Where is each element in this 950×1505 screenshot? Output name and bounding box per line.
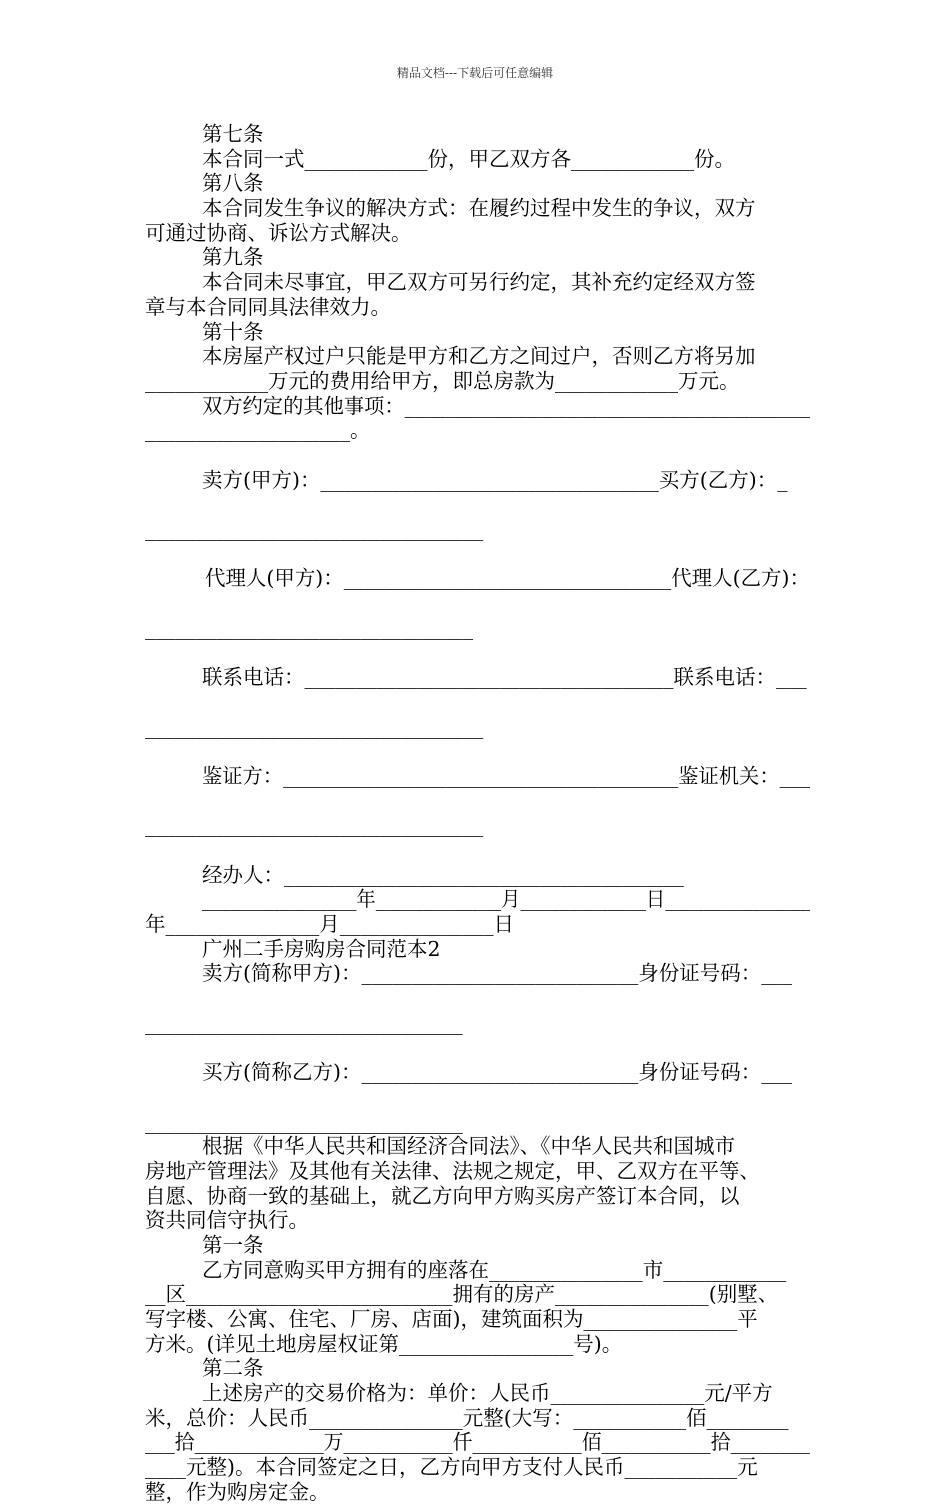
article-2-text-cont-2: ___拾_____________万___________仟___________佰___________拾________ [145, 1430, 810, 1455]
agent-signature: 代理人(甲方)：________________________________代理人(乙方)： [205, 566, 810, 591]
article-2-text: 上述房产的交易价格为：单价：人民币_______________元/平方 [202, 1381, 773, 1406]
article-10-text-cont: ____________万元的费用给甲方，即总房款为____________万元。 [145, 368, 740, 393]
preamble-cont-2: 自愿、协商一致的基础上，就乙方向甲方购买房产签订本合同，以 [145, 1183, 740, 1208]
buyer-id-cont: _______________________________ [145, 1109, 463, 1134]
agent-signature-cont: ________________________________ [145, 615, 473, 640]
seller-id: 卖方(简称甲方)：___________________________身份证号码：___ [202, 961, 792, 986]
article-10-text: 本房屋产权过户只能是甲方和乙方之间过户，否则乙方将另加 [202, 344, 756, 369]
article-8-text: 本合同发生争议的解决方式：在履约过程中发生的争议，双方 [202, 196, 756, 221]
article-1-heading: 第一条 [202, 1232, 264, 1257]
notary: 鉴证方：_______________________________________鉴证机关：___ [202, 763, 810, 788]
date-line: ________________年_____________月_____________日_______________ [202, 887, 810, 912]
article-9-text-cont: 章与本合同同具法律效力。 [145, 294, 391, 319]
article-1-text: 乙方同意购买甲方拥有的座落在_______________市____________ [202, 1257, 787, 1282]
article-9-text: 本合同未尽事宜，甲乙双方可另行约定，其补充约定经双方签 [202, 270, 756, 295]
date-line-cont: 年_______________月_______________日 [145, 912, 514, 936]
article-2-text-cont-1: 米，总价：人民币_______________元整(大写：___________佰________ [145, 1405, 789, 1430]
notary-cont: _________________________________ [145, 813, 484, 838]
seller-buyer-signature-cont: _________________________________ [145, 517, 484, 541]
seller-buyer-signature: 卖方(甲方)：_________________________________买方(乙方)：_ [202, 467, 788, 492]
article-8-text-cont: 可通过协商、诉讼方式解决。 [145, 220, 412, 245]
contact-phone-cont: _________________________________ [145, 714, 484, 739]
other-matters-cont: ____________________。 [145, 418, 371, 443]
buyer-id: 买方(简称乙方)：___________________________身份证号码：___ [202, 1060, 792, 1085]
article-1-text-cont-3: 方米。(详见土地房屋权证第_________________号)。 [145, 1331, 623, 1356]
sample-2-title: 广州二手房购房合同范本2 [202, 936, 441, 961]
seller-id-cont: _______________________________ [145, 1010, 463, 1035]
contract-body [145, 122, 810, 1505]
article-2-heading: 第二条 [202, 1356, 264, 1381]
page-header: 精品文档---下载后可任意编辑 [396, 66, 554, 80]
article-10-heading: 第十条 [202, 319, 264, 344]
article-9-heading: 第九条 [202, 245, 264, 270]
article-1-text-cont-1: __区__________________________拥有的房产_______________(别墅、 [145, 1282, 779, 1307]
article-1-text-cont-2: 写字楼、公寓、住宅、厂房、店面)，建筑面积为_______________平 [145, 1307, 758, 1331]
contact-phone: 联系电话：____________________________________联系电话：___ [202, 665, 807, 690]
article-2-text-cont-4: 整，作为购房定金。 [145, 1479, 330, 1504]
article-2-text-cont-3: ____元整)。本合同签定之日，乙方向甲方支付人民币___________元 [145, 1455, 758, 1480]
preamble-cont-1: 房地产管理法》及其他有关法律、法规之规定，甲、乙双方在平等、 [145, 1158, 760, 1183]
article-7-heading: 第七条 [202, 122, 264, 146]
other-matters: 双方约定的其他事项：________________________________________ [202, 393, 810, 418]
preamble: 根据《中华人民共和国经济合同法》、《中华人民共和国城市 [202, 1134, 735, 1159]
article-7-text: 本合同一式____________份，甲乙双方各____________份。 [202, 146, 735, 171]
preamble-cont-3: 资共同信守执行。 [145, 1208, 309, 1233]
article-8-heading: 第八条 [202, 171, 264, 196]
handler: 经办人：_______________________________________ [202, 862, 684, 887]
